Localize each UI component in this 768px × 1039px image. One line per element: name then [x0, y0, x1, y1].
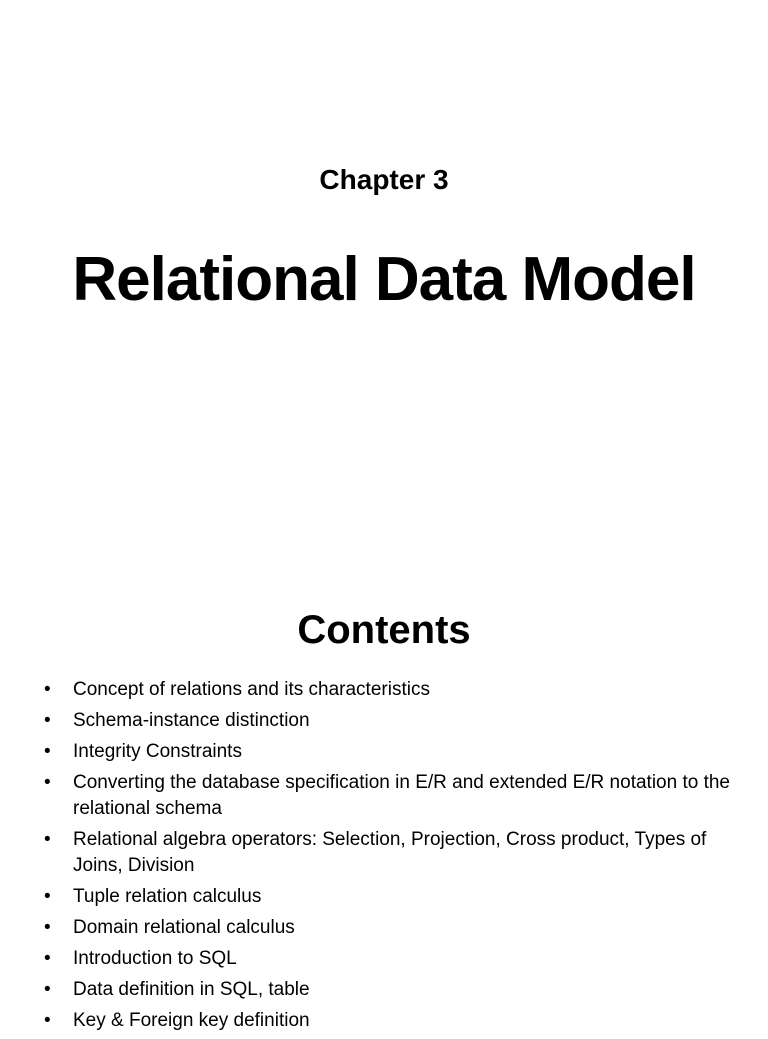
bullet-icon: •: [44, 710, 51, 731]
contents-item-text: Tuple relation calculus: [73, 886, 262, 907]
bullet-icon: •: [44, 886, 51, 907]
contents-item: [44, 739, 749, 765]
slide-title: Relational Data Model: [72, 245, 696, 314]
contents-list: [44, 677, 749, 1039]
contents-item-text: Schema-instance distinction: [73, 710, 310, 731]
contents-item-text: Domain relational calculus: [73, 917, 295, 938]
bullet-icon: •: [44, 1010, 51, 1031]
contents-item: [44, 915, 749, 941]
chapter-label: Chapter 3: [319, 164, 449, 195]
bullet-icon: •: [44, 948, 51, 969]
contents-item: [44, 677, 749, 703]
bullet-icon: •: [44, 679, 51, 700]
bullet-icon: •: [44, 829, 51, 850]
contents-item-text: Concept of relations and its characteristics: [73, 679, 430, 700]
contents-item: [44, 708, 749, 734]
contents-item: [44, 827, 749, 879]
contents-item-text: Integrity Constraints: [73, 741, 242, 762]
contents-item-text: Data definition in SQL, table: [73, 979, 310, 1000]
contents-item: [44, 1008, 749, 1034]
contents-item: [44, 884, 749, 910]
bullet-icon: •: [44, 772, 51, 793]
contents-item: [44, 977, 749, 1003]
bullet-icon: •: [44, 917, 51, 938]
bullet-icon: •: [44, 979, 51, 1000]
contents-item-text: Introduction to SQL: [73, 948, 237, 969]
contents-item-text: Key & Foreign key definition: [73, 1010, 310, 1031]
contents-item-text: Relational algebra operators: Selection, Projection, Cross product, Types of Joins, Division: [73, 829, 707, 876]
bullet-icon: •: [44, 741, 51, 762]
contents-item: [44, 946, 749, 972]
contents-item-text: Converting the database specification in E/R and extended E/R notation to the relational schema: [73, 772, 730, 819]
contents-heading: Contents: [297, 608, 471, 652]
contents-item: [44, 770, 749, 822]
contents-slide: [0, 560, 768, 1031]
